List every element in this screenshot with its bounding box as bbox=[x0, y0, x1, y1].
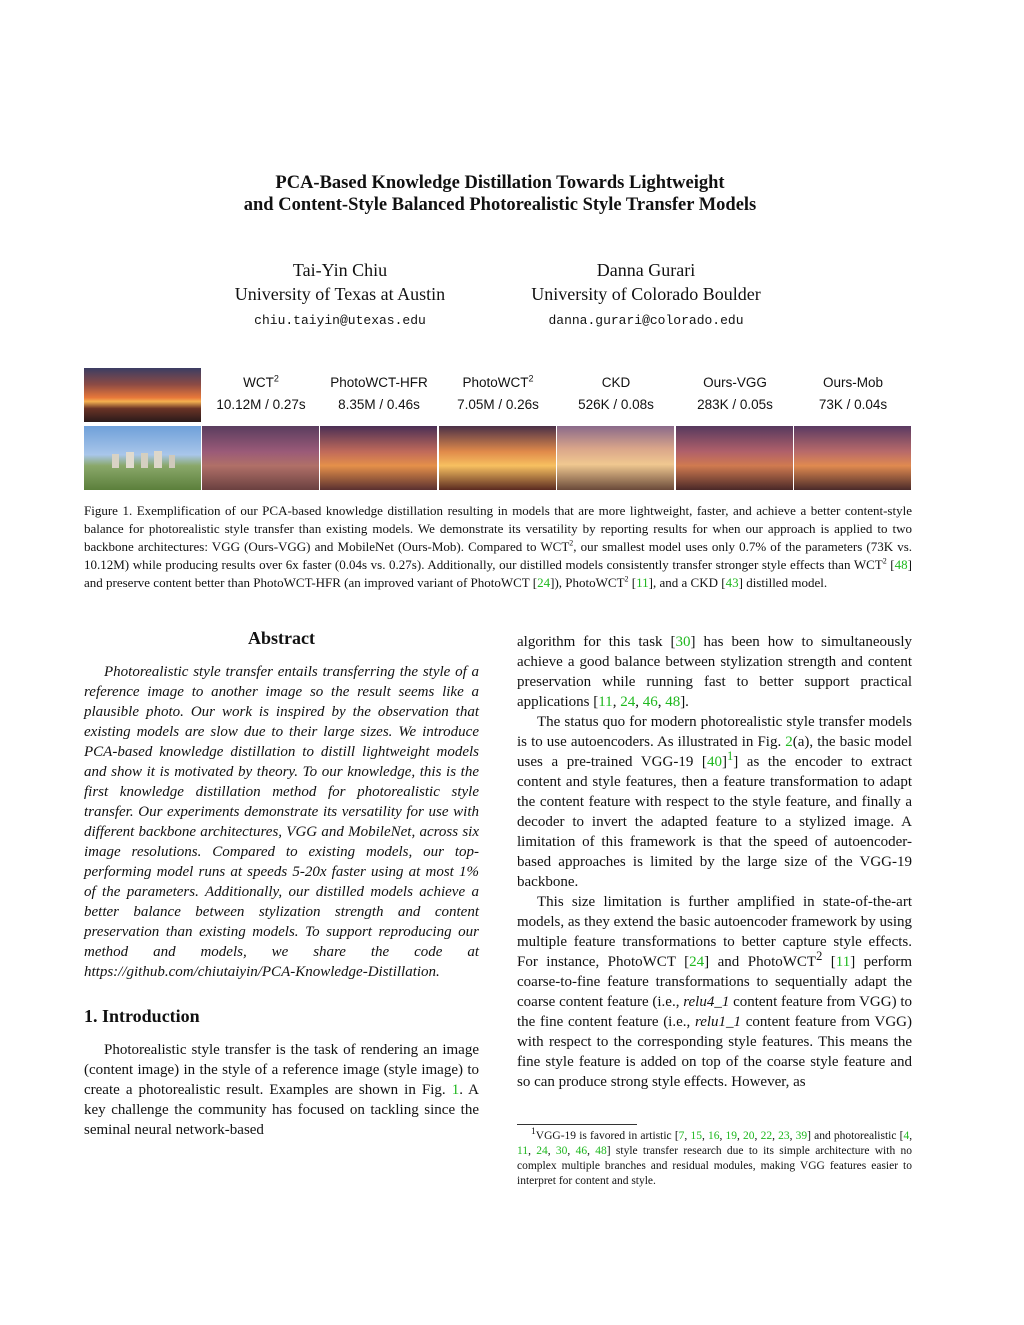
citation-link[interactable]: 11 bbox=[517, 1145, 529, 1157]
result-image-photowct2 bbox=[439, 426, 556, 490]
author-1 bbox=[190, 258, 490, 333]
author-name: Danna Gurari bbox=[596, 260, 696, 280]
intro-paragraph-1-cont: algorithm for this task [30] has been how to simultaneously achieve a good balance between stylization strength and content preservation while running fast to better support practical applications [11, 24, 46, 48]. bbox=[517, 634, 912, 710]
citation-link[interactable]: 11 bbox=[636, 575, 649, 590]
citation-link[interactable]: 30 bbox=[555, 1145, 568, 1157]
abstract-heading: Abstract bbox=[248, 628, 315, 648]
author-name: Tai-Yin Chiu bbox=[292, 260, 388, 280]
citation-link[interactable]: 16 bbox=[707, 1130, 720, 1142]
paper-title bbox=[0, 172, 1000, 216]
relu1-1-term: relu1_1 bbox=[694, 1014, 742, 1030]
result-image-photowct-hfr bbox=[320, 426, 437, 490]
footnote bbox=[517, 1124, 912, 1189]
title-line-2: and Content-Style Balanced Photorealistic Style Transfer Models bbox=[243, 195, 757, 215]
citation-link[interactable]: 15 bbox=[690, 1130, 702, 1142]
intro-paragraph-3: This size limitation is further amplified in state-of-the-art models, as they extend the basic autoencoder framework by using multiple feature transformations to better capture style effects. For instance, PhotoWCT [24] and PhotoWCT$^2$ [11] perform coarse-to-fine feature transformations to sequentially adapt the coarse content feature (i.e., relu4_1 content feature from VGG) to the fine content feature (i.e., relu1_1 content feature from VGG) with respect to the corresponding style features. This means the fine style feature is added on top of the coarse style feature and so can produce strong style effects. However, as bbox=[517, 894, 912, 1090]
right-column bbox=[517, 632, 912, 1092]
style-image bbox=[84, 368, 201, 422]
citation-link[interactable]: 4 bbox=[903, 1130, 910, 1142]
section-heading-introduction: 1. Introduction bbox=[84, 1006, 200, 1026]
citation-link[interactable]: 23 bbox=[778, 1130, 790, 1142]
citation-link[interactable]: 7 bbox=[678, 1130, 685, 1142]
model-stats: 7.05M / 0.26s bbox=[457, 397, 539, 412]
citation-link[interactable]: 24 bbox=[536, 1145, 548, 1157]
content-stones-icon bbox=[84, 426, 201, 490]
model-label: Ours-VGG 283K / 0.05s bbox=[676, 372, 794, 416]
footnote-divider bbox=[517, 1124, 637, 1125]
footnote-marker[interactable]: 1 bbox=[726, 749, 734, 763]
citation-link[interactable]: 39 bbox=[795, 1130, 808, 1142]
citation-link[interactable]: 40 bbox=[706, 754, 722, 770]
citation-link[interactable]: 24 bbox=[689, 954, 705, 970]
citation-link[interactable]: 48 bbox=[665, 694, 681, 710]
model-label: WCT$^2$ 10.12M / 0.27s bbox=[202, 372, 320, 416]
result-image-ours-mob bbox=[794, 426, 911, 490]
author-affiliation: University of Colorado Boulder bbox=[531, 284, 761, 304]
model-stats: 8.35M / 0.46s bbox=[338, 397, 420, 412]
left-column bbox=[84, 628, 479, 1140]
citation-link[interactable]: 11 bbox=[835, 954, 851, 970]
citation-link[interactable]: 22 bbox=[760, 1130, 773, 1142]
model-label: PhotoWCT$^2$ 7.05M / 0.26s bbox=[439, 372, 557, 416]
model-stats: 10.12M / 0.27s bbox=[216, 397, 306, 412]
author-email[interactable]: danna.gurari@colorado.edu bbox=[548, 313, 744, 328]
author-affiliation: University of Texas at Austin bbox=[234, 284, 446, 304]
result-image-wct2 bbox=[202, 426, 319, 490]
citation-link[interactable]: 48 bbox=[894, 557, 908, 572]
figure-link[interactable]: 1 bbox=[451, 1082, 460, 1098]
author-2 bbox=[496, 258, 796, 333]
footnote-text: $^1$VGG-19 is favored in artistic [7, 15, 16, 19, 20, 22, 23, 39] and photorealistic [4, 11, 24, 30, 46, 48] style transfer research due to its simple architecture with no complex multiple branches and residual modules, making VGG features easier to interpret for content and style. bbox=[517, 1126, 913, 1187]
intro-paragraph-1: Photorealistic style transfer is the task of rendering an image (content image) in the style of a reference image (style image) to create a photorealistic result. Examples are shown in Fig. 1. A key challenge the community has focused on tackling since the seminal neural network-based bbox=[84, 1042, 479, 1138]
citation-link[interactable]: 24 bbox=[620, 694, 636, 710]
model-stats: 73K / 0.04s bbox=[818, 397, 888, 412]
citation-link[interactable]: 46 bbox=[575, 1145, 588, 1157]
citation-link[interactable]: 24 bbox=[537, 575, 551, 590]
model-label: Ours-Mob 73K / 0.04s bbox=[794, 372, 912, 416]
intro-paragraph-2: The status quo for modern photorealistic style transfer models is to use autoencoders. As illustrated in Fig. 2(a), the basic model uses a pre-trained VGG-19 $[40]^1$] as the encoder to extract content and style features, then a feature transformation to adapt the content feature with respect to the style feature, and finally a decoder to invert the adapted feature to a stylized image. A limitation of this framework is that the speed of autoencoder-based approaches is limited by the large size of the VGG-19 backbone. bbox=[517, 714, 912, 890]
model-stats: 526K / 0.08s bbox=[578, 397, 654, 412]
model-label: PhotoWCT-HFR 8.35M / 0.46s bbox=[320, 372, 438, 416]
result-image-ours-vgg bbox=[676, 426, 793, 490]
model-stats: 283K / 0.05s bbox=[697, 397, 773, 412]
figure-link[interactable]: 2 bbox=[785, 734, 793, 750]
title-line-1: PCA-Based Knowledge Distillation Towards Lightweight bbox=[275, 173, 725, 193]
citation-link[interactable]: 43 bbox=[725, 575, 739, 590]
relu4-1-term: relu4_1 bbox=[683, 994, 730, 1010]
content-image bbox=[84, 426, 201, 490]
model-label: CKD 526K / 0.08s bbox=[557, 372, 675, 416]
citation-link[interactable]: 46 bbox=[642, 694, 658, 710]
citation-link[interactable]: 30 bbox=[675, 634, 691, 650]
citation-link[interactable]: 48 bbox=[595, 1145, 607, 1157]
author-email[interactable]: chiu.taiyin@utexas.edu bbox=[254, 313, 426, 328]
citation-link[interactable]: 19 bbox=[725, 1130, 737, 1142]
citation-link[interactable]: 20 bbox=[743, 1130, 755, 1142]
abstract-text: Photorealistic style transfer entails transferring the style of a reference image to another image so the result seems like a plausible photo. Our work is inspired by the observation that existing models are slow due to their large sizes. We introduce PCA-based knowledge distillation to distill lightweight models and show it is motivated by theory. To our knowledge, this is the first knowledge distillation method for photorealistic style transfer. Our experiments demonstrate its versatility for use with different backbone architectures, VGG and MobileNet, across six image resolutions. Compared to existing models, our top-performing model runs at speeds 5-20x faster using at most 1% of the parameters. Additionally, our distilled models achieve a better balance between stylization strength and content preservation than existing models. To support reproducing our method and models, we share the code at https://github.com/chiutaiyin/PCA-Knowledge-Distillation. bbox=[84, 664, 479, 980]
result-image-ckd bbox=[557, 426, 674, 490]
figure-caption: Figure 1. Exemplification of our PCA-based knowledge distillation resulting in models that are more lightweight, faster, and achieve a better content-style balance for photorealistic style transfer than existing models. We demonstrate its versatility by reporting results for when our approach is applied to two backbone architectures: VGG (Ours-VGG) and MobileNet (Ours-Mob). Compared to WCT$^2$, our smallest model uses only 0.7% of the parameters (73K vs. 10.12M) while producing results over 6x faster (0.04s vs. 0.27s). Additionally, our distilled models consistently transfer stronger style effects than WCT$^2$ [48] and preserve content better than PhotoWCT-HFR (an improved variant of PhotoWCT [24]), PhotoWCT$^2$ [11], and a CKD [43] distilled model. bbox=[84, 503, 913, 590]
citation-link[interactable]: 11 bbox=[598, 694, 613, 710]
